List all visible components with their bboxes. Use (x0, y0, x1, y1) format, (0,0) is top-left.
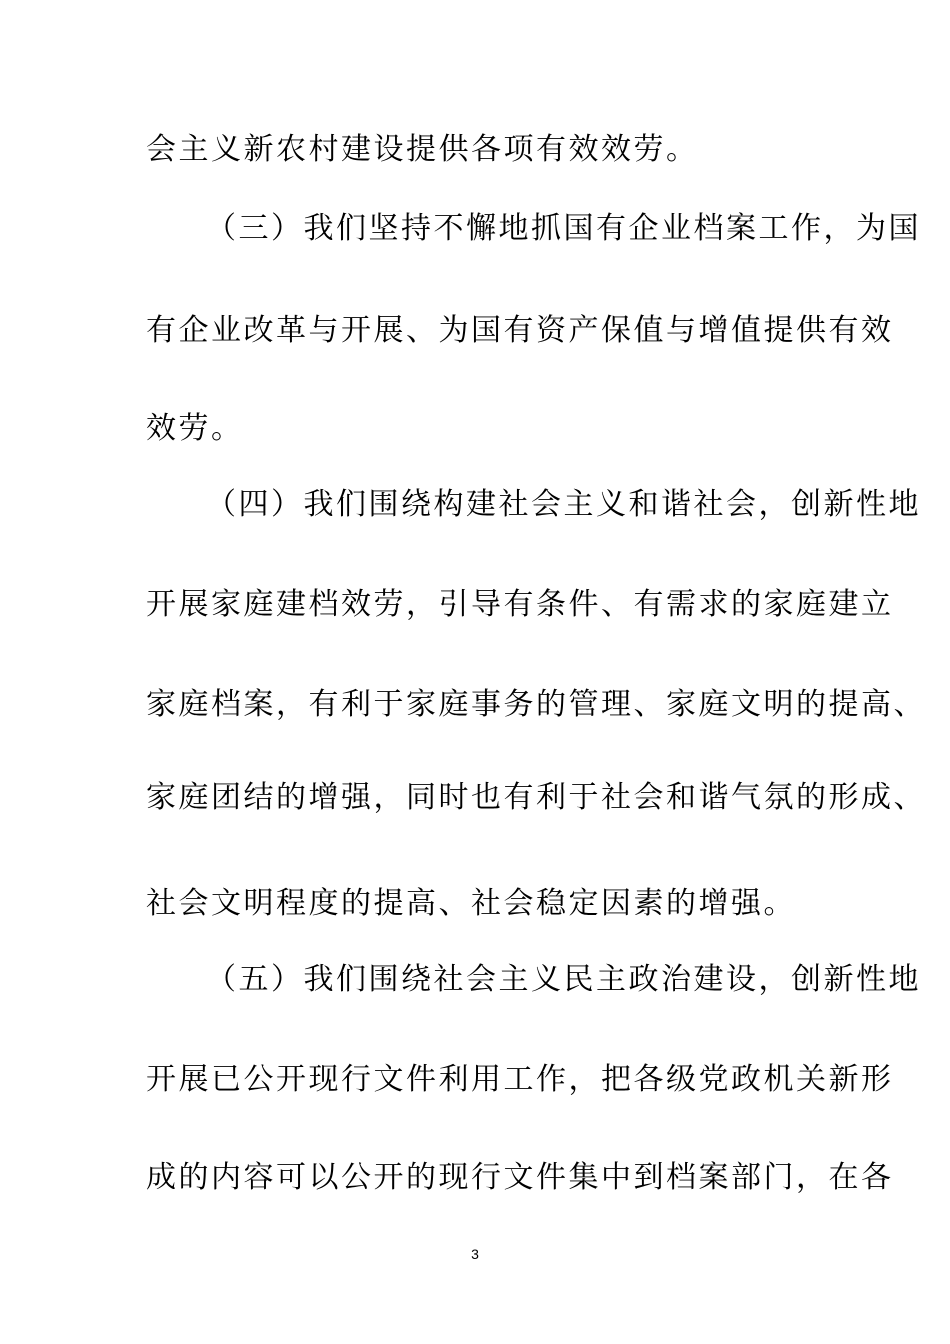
text-line-7: 家庭档案，有利于家庭事务的管理、家庭文明的提高、 (146, 687, 926, 722)
text-line-8: 家庭团结的增强，同时也有利于社会和谐气氛的形成、 (146, 780, 926, 815)
text-line-3: 有企业改革与开展、为国有资产保值与增值提供有效 (146, 313, 894, 348)
text-line-5: （四）我们围绕构建社会主义和谐社会，创新性地 (206, 487, 921, 522)
page-number: 3 (471, 1246, 479, 1262)
text-line-1: 会主义新农村建设提供各项有效效劳。 (146, 132, 699, 167)
text-line-10: （五）我们围绕社会主义民主政治建设，创新性地 (206, 962, 921, 997)
text-line-12: 成的内容可以公开的现行文件集中到档案部门，在各 (146, 1160, 894, 1195)
text-line-11: 开展已公开现行文件利用工作，把各级党政机关新形 (146, 1062, 894, 1097)
text-line-9: 社会文明程度的提高、社会稳定因素的增强。 (146, 886, 796, 921)
text-line-4: 效劳。 (146, 411, 244, 446)
text-line-2: （三）我们坚持不懈地抓国有企业档案工作，为国 (206, 211, 921, 246)
text-line-6: 开展家庭建档效劳，引导有条件、有需求的家庭建立 (146, 587, 894, 622)
